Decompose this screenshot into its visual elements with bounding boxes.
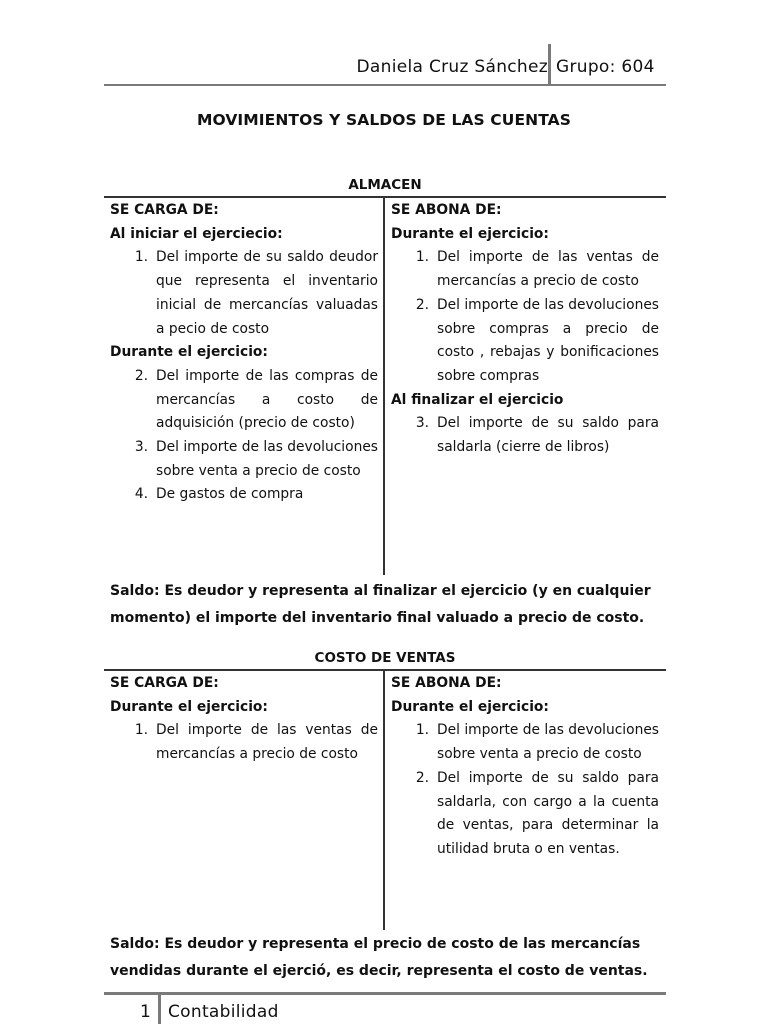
almacen-debit-column [110, 199, 378, 507]
item-number: 2. [415, 296, 429, 313]
item-number: 2. [134, 367, 148, 384]
header-separator [548, 44, 551, 86]
footer-rule [104, 992, 666, 995]
page-title: MOVIMIENTOS Y SALDOS DE LAS CUENTAS [196, 111, 572, 129]
column-heading: SE CARGA DE: [110, 675, 219, 691]
item-number: 3. [415, 415, 429, 432]
column-heading: SE CARGA DE: [110, 202, 219, 218]
item-text: Del importe de su saldo para saldarla, con cargo a la cuenta de ventas, para determinar la utilidad bruta o en ventas. [437, 769, 659, 857]
list-item [391, 767, 659, 862]
account-rule-costo-de-ventas [104, 669, 666, 671]
section-label: Al finalizar el ejercicio [391, 391, 564, 408]
account-title-costo-de-ventas: COSTO DE VENTAS [314, 650, 456, 666]
costo-debit-column [110, 672, 378, 767]
item-text: Del importe de las devoluciones sobre venta a precio de costo [156, 439, 378, 479]
account-title-almacen: ALMACEN [348, 177, 422, 193]
item-number: 1. [134, 722, 148, 739]
item-text: De gastos de compra [156, 486, 304, 503]
list-item [391, 412, 659, 459]
item-text: Del importe de las devoluciones sobre compras a precio de costo , rebajas y bonificaciones sobre compras [437, 296, 659, 384]
section-label: Durante el ejercicio: [110, 698, 268, 715]
saldo-almacen: Saldo: Es deudor y representa al finalizar el ejercicio (y en cualquier momento) el importe del inventario final valuado a precio de costo. [110, 583, 651, 626]
section-label: Durante el ejercicio: [110, 344, 268, 361]
footer-separator [158, 995, 161, 1024]
list-item [110, 365, 378, 436]
account-divider-costo-de-ventas [383, 670, 385, 930]
saldo-costo-de-ventas: Saldo: Es deudor y representa el precio de costo de las mercancías vendidas durante el ejerció, es decir, representa el costo de ventas. [110, 936, 648, 979]
item-text: Del importe de las devoluciones sobre venta a precio de costo [437, 722, 659, 763]
list-item [110, 436, 378, 483]
item-number: 2. [415, 769, 429, 786]
column-heading: SE ABONA DE: [391, 675, 502, 691]
item-number: 1. [415, 249, 429, 266]
section-label: Durante el ejercicio: [391, 225, 549, 242]
group-label: Grupo: 604 [556, 57, 655, 77]
list-item [110, 483, 378, 507]
footer-label: Contabilidad [168, 1002, 279, 1022]
costo-credit-column [391, 672, 659, 862]
item-text: Del importe de las ventas de mercancías a precio de costo [156, 722, 378, 763]
list-item [110, 719, 378, 766]
almacen-credit-column [391, 199, 659, 460]
item-number: 4. [134, 486, 148, 503]
item-text: Del importe de su saldo para saldarla (cierre de libros) [437, 415, 659, 456]
section-label: Al iniciar el ejerciecio: [110, 225, 283, 242]
author-name: Daniela Cruz Sánchez [356, 57, 548, 77]
item-text: Del importe de las ventas de mercancías a precio de costo [437, 249, 659, 290]
column-heading: SE ABONA DE: [391, 202, 502, 218]
item-text: Del importe de su saldo deudor que representa el inventario inicial de mercancías valuadas a pecio de costo [156, 249, 378, 337]
item-number: 1. [134, 249, 148, 266]
list-item [391, 294, 659, 389]
list-item [391, 246, 659, 293]
item-number: 1. [415, 722, 429, 739]
account-divider-almacen [383, 197, 385, 575]
page-header [104, 44, 666, 86]
item-number: 3. [134, 439, 148, 456]
item-text: Del importe de las compras de mercancías a costo de adquisición (precio de costo) [156, 367, 378, 432]
page-number: 1 [140, 1002, 151, 1022]
section-label: Durante el ejercicio: [391, 698, 549, 715]
list-item [391, 719, 659, 766]
list-item [110, 246, 378, 341]
account-rule-almacen [104, 196, 666, 198]
